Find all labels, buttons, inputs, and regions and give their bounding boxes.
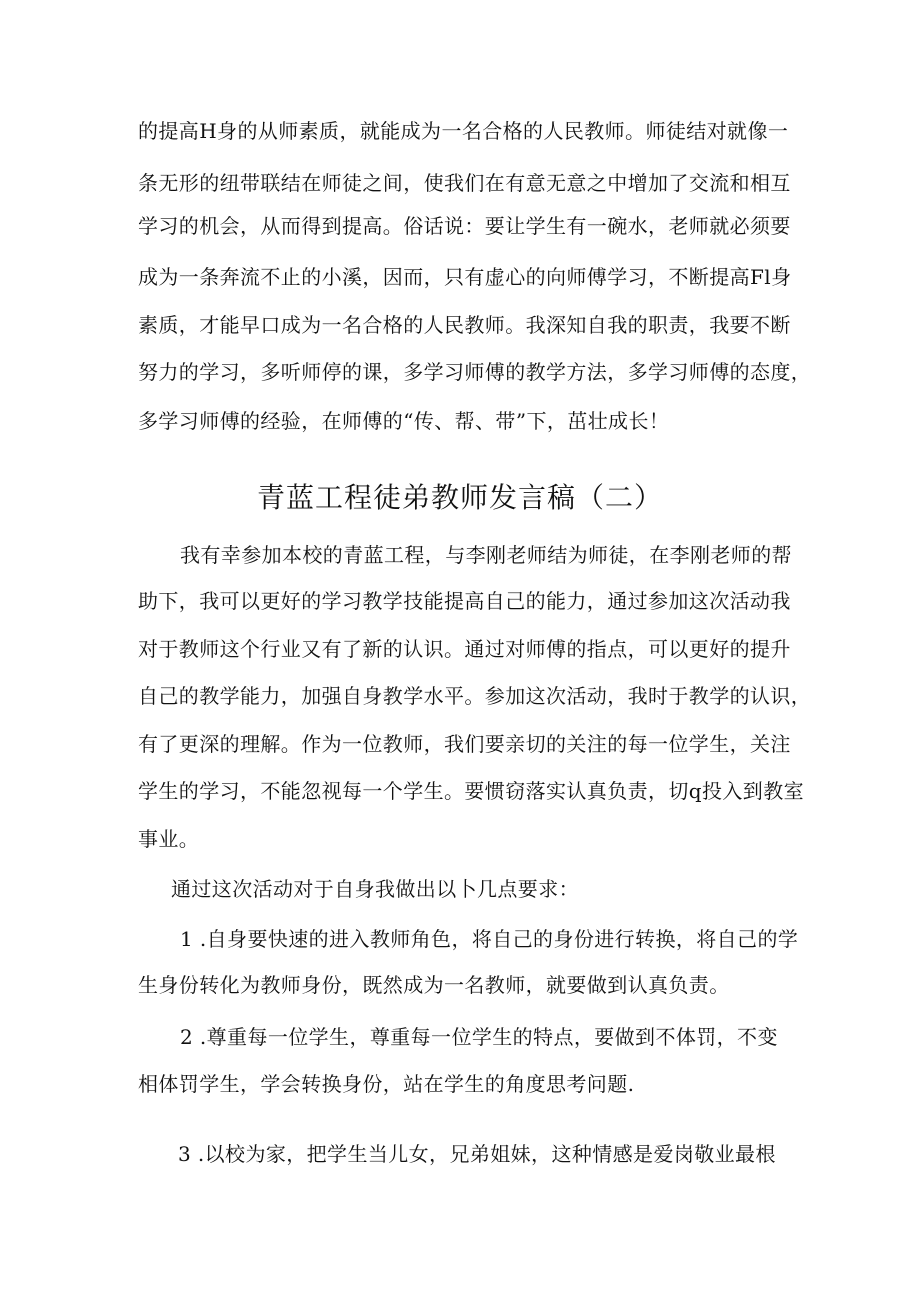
- paragraph-line: 学生的学习，不能忽视每一个学生。要惯窃落实认真负责，切q投入到教室: [138, 779, 805, 803]
- list-item-line: 1 .自身要快速的进入教师角色，将自己的身份进行转换，将自己的学: [180, 927, 799, 951]
- body-text-line: 努力的学习，多听师停的课，多学习师傅的教学方法，多学习师傅的态度，: [138, 360, 812, 384]
- requirements-intro: 通过这次活动对于自身我做出以卜几点要求：: [171, 877, 579, 901]
- section-title: 青蓝工程徒弟教师发言稿（二）: [256, 481, 663, 514]
- list-item-line: 生身份转化为教师身份，既然成为一名教师，就要做到认真负责。: [138, 973, 730, 997]
- body-text-line: 成为一条奔流不止的小溪，因而，只有虚心的向师傅学习，不断提高Fl身: [138, 265, 792, 289]
- body-text-line: 多学习师傅的经验，在师傅的“传、帮、带”下，茁壮成长！: [138, 409, 670, 433]
- body-text-line: 素质，才能早口成为一名合格的人民教师。我深知自我的职责，我要不断: [138, 313, 791, 337]
- paragraph-line: 对于教师这个行业又有了新的认识。通过对师傅的指点，可以更好的提升: [138, 637, 791, 661]
- paragraph-line: 自己的教学能力，加强自身教学水平。参加这次活动，我时于教学的认识，: [138, 684, 812, 708]
- paragraph-line: 助下，我可以更好的学习教学技能提高自己的能力，通过参加这次活动我: [138, 589, 791, 613]
- body-text-line: 学习的机会，从而得到提高。俗话说：要让学生有一碗水，老师就必须要: [138, 214, 791, 238]
- list-item-line: 2 .尊重每一位学生，尊重每一位学生的特点，要做到不体罚，不变: [180, 1025, 778, 1049]
- list-item-line: 相体罚学生，学会转换身份，站在学生的角度思考问题.: [138, 1072, 635, 1096]
- body-text-line: 条无形的纽带联结在师徒之间，使我们在有意无意之中增加了交流和相互: [138, 171, 791, 195]
- paragraph-line: 我有幸参加本校的青蓝工程，与李刚老师结为师徒，在李刚老师的帮: [180, 543, 792, 567]
- list-item-line: 3 .以校为家，把学生当儿女，兄弟姐妹，这种情感是爱岗敬业最根: [178, 1142, 776, 1166]
- paragraph-line: 事业。: [138, 827, 200, 851]
- paragraph-line: 有了更深的理解。作为一位教师，我们要亲切的关注的每一位学生，关注: [138, 732, 791, 756]
- body-text-line: 的提高H身的从师素质，就能成为一名合格的人民教师。师徒结对就像一: [138, 119, 789, 143]
